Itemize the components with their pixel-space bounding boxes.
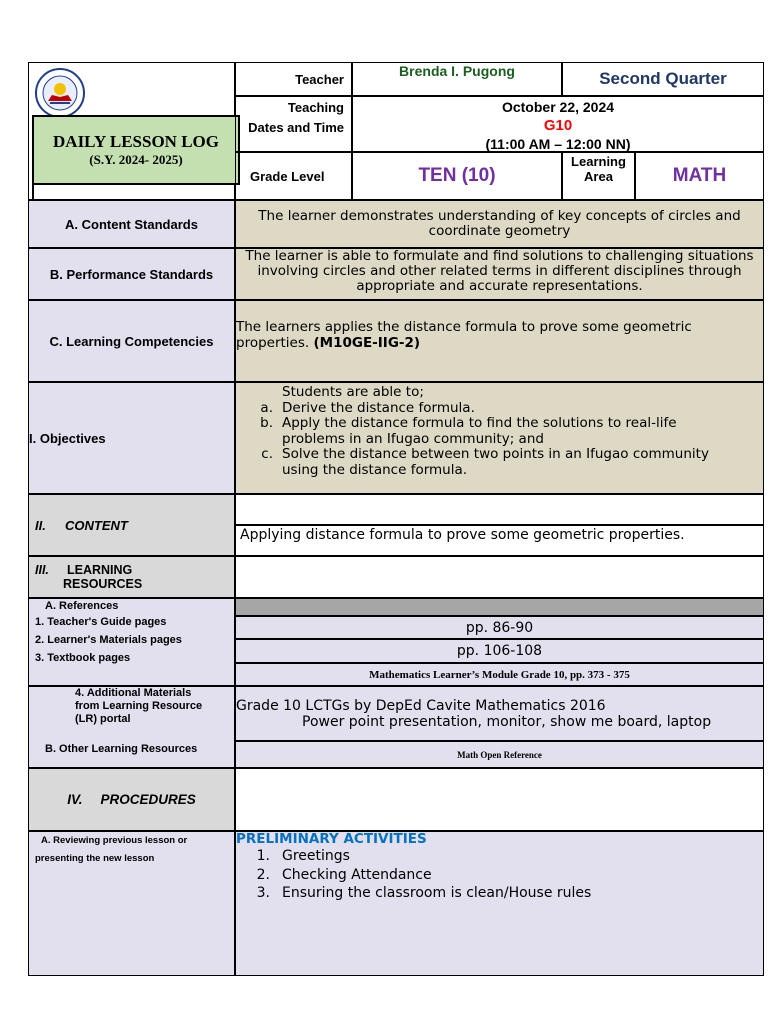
grade-level: TEN (10) <box>352 152 562 200</box>
prelim-item: 3. Ensuring the classroom is clean/House rules <box>256 885 592 901</box>
deped-seal-icon <box>32 67 88 119</box>
content-top-cell <box>235 494 764 525</box>
prelim-title: PRELIMINARY ACTIVITIES <box>236 831 427 847</box>
teaching-dates-value <box>352 96 764 152</box>
quarter: Second Quarter <box>562 62 764 96</box>
other-resources-label: B. Other Learning Resources <box>45 743 198 755</box>
objectives-text <box>235 382 764 494</box>
content-text: Applying distance formula to prove some geometric properties. <box>235 525 764 556</box>
references-gray-bar <box>235 598 764 616</box>
references-label: A. References 1. Teacher's Guide pages 2. Learner's Materials pages 3. Textbook pages <box>28 598 235 686</box>
objective-item: b. Apply the distance formula to find the solutions to real-life problems in an Ifugao community; and <box>260 415 677 447</box>
learners-materials-label: 2. Learner's Materials pages <box>35 634 182 646</box>
content-label: II. CONTENT <box>28 494 235 556</box>
objective-item: a. Derive the distance formula. <box>260 399 475 416</box>
procedures-label: IV. PROCEDURES <box>28 768 235 831</box>
other-resources-text: Math Open Reference <box>235 741 764 768</box>
learners-materials-pages: pp. 106-108 <box>235 639 764 663</box>
teacher-label: Teacher <box>235 62 352 96</box>
procedures-value <box>235 768 764 831</box>
section: G10 <box>543 117 573 134</box>
teaching-dates-label: Teaching Dates and Time <box>235 96 352 152</box>
textbook-pages: Mathematics Learner’s Module Grade 10, pp. 373 - 375 <box>235 663 764 686</box>
log-title: DAILY LESSON LOG <box>53 132 219 151</box>
objectives-intro: Students are able to; <box>282 384 424 400</box>
objective-item: c. Solve the distance between two points in an Ifugao community using the distance formula. <box>261 446 709 478</box>
teacher-name: Brenda I. Pugong <box>352 62 562 96</box>
lesson-time: (11:00 AM – 12:00 NN) <box>485 136 631 152</box>
objectives-label: I. Objectives <box>28 382 235 494</box>
lr-portal-label: 4. Additional Materials from Learning Resource (LR) portal B. Other Learning Resources <box>28 686 235 768</box>
preliminary-activities <box>235 831 764 976</box>
logo-cell <box>28 62 235 200</box>
learning-competencies-text: The learners applies the distance formula to prove some geometric properties. (M10GE-IIG-2) <box>235 300 764 382</box>
teachers-guide-label: 1. Teacher's Guide pages <box>35 616 167 628</box>
learning-area-label: Learning Area <box>562 152 635 200</box>
performance-standards-label: B. Performance Standards <box>28 248 235 300</box>
learning-resources-label: III. LEARNING RESOURCES <box>28 556 235 598</box>
learning-area: MATH <box>635 152 764 200</box>
content-standards-text: The learner demonstrates understanding of key concepts of circles and coordinate geometry <box>235 200 764 248</box>
performance-standards-text: The learner is able to formulate and find solutions to challenging situations involving circles and other related terms in different disciplines through appropriate and accurate representations. <box>235 248 764 300</box>
review-lesson-label: A. Reviewing previous lesson or presenting the new lesson <box>28 831 235 976</box>
learning-resources-value <box>235 556 764 598</box>
prelim-item: 1. Greetings <box>256 848 350 864</box>
school-year: (S.Y. 2024- 2025) <box>89 152 183 167</box>
textbook-label: 3. Textbook pages <box>35 652 131 664</box>
logo-divider <box>32 185 34 201</box>
grade-level-label: Grade Level <box>235 152 352 200</box>
lr-portal-text: Grade 10 LCTGs by DepEd Cavite Mathematics 2016 Power point presentation, monitor, show me board, laptop <box>235 686 764 741</box>
competency-code: (M10GE-IIG-2) <box>313 335 421 351</box>
content-standards-label: A. Content Standards <box>28 200 235 248</box>
lesson-date: October 22, 2024 <box>501 99 615 115</box>
teachers-guide-pages: pp. 86-90 <box>235 616 764 639</box>
daily-lesson-log-title-box <box>32 115 240 185</box>
learning-competencies-label: C. Learning Competencies <box>28 300 235 382</box>
prelim-item: 2. Checking Attendance <box>256 866 432 883</box>
